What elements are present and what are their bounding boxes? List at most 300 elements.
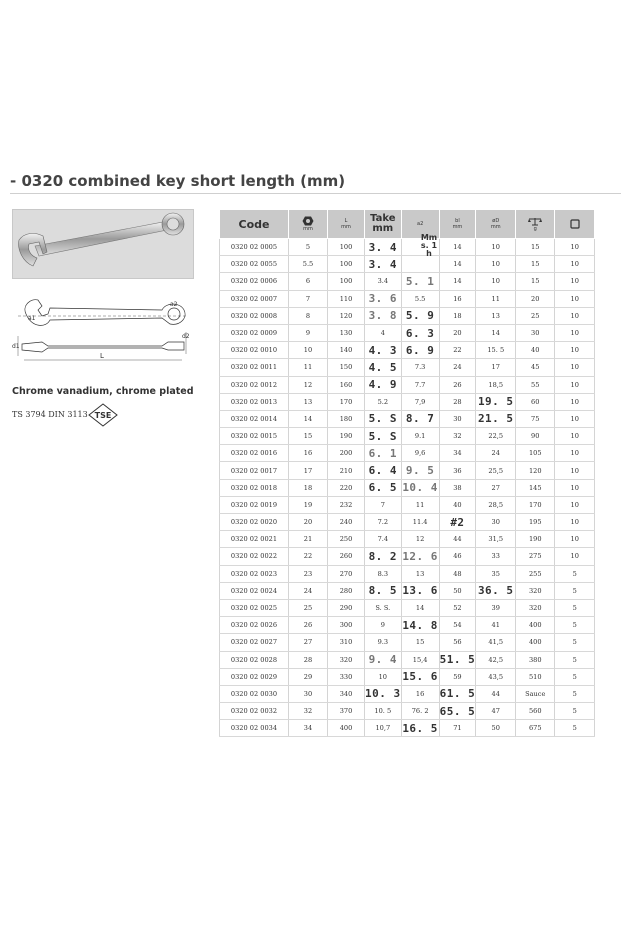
tse-logo	[88, 403, 118, 427]
cell-bl: 51. 5	[439, 651, 476, 668]
cell-weight: 75	[516, 410, 555, 427]
cell-pack: 5	[555, 582, 595, 599]
cell-bl: 36	[439, 462, 476, 479]
cell-bl: 50	[439, 582, 476, 599]
cell-pack: 5	[555, 703, 595, 720]
cell-od: 10	[476, 256, 516, 273]
cell-a2: 14. 8	[401, 617, 439, 634]
cell-pack: 10	[555, 496, 595, 513]
cell-hex-size: 22	[289, 548, 328, 565]
cell-od: 43,5	[476, 668, 516, 685]
table-row	[220, 359, 595, 376]
hex-nut-icon	[302, 216, 314, 226]
cell-od: 10	[476, 273, 516, 290]
cell-hex-size: 5.5	[289, 256, 328, 273]
table-row	[220, 634, 595, 651]
cell-code: 0320 02 0010	[220, 342, 289, 359]
cell-code: 0320 02 0055	[220, 256, 289, 273]
cell-length: 110	[328, 290, 365, 307]
cell-a2: 11	[401, 496, 439, 513]
cell-hex-size: 30	[289, 685, 328, 702]
cell-code: 0320 02 0024	[220, 582, 289, 599]
cell-pack: 10	[555, 342, 595, 359]
cell-hex-size: 34	[289, 720, 328, 737]
cell-code: 0320 02 0007	[220, 290, 289, 307]
cell-hex-size: 25	[289, 599, 328, 616]
cell-weight: 510	[516, 668, 555, 685]
cell-length: 100	[328, 239, 365, 256]
cell-weight: 45	[516, 359, 555, 376]
cell-code: 0320 02 0027	[220, 634, 289, 651]
cell-take: 8. 2	[365, 548, 402, 565]
cell-take: 7.4	[365, 531, 402, 548]
cell-take: 6. 5	[365, 479, 402, 496]
cell-pack: 5	[555, 599, 595, 616]
cell-weight: 675	[516, 720, 555, 737]
cell-length: 370	[328, 703, 365, 720]
cell-bl: 54	[439, 617, 476, 634]
cell-code: 0320 02 0021	[220, 531, 289, 548]
cell-od: 11	[476, 290, 516, 307]
cell-take: 10. 5	[365, 703, 402, 720]
cell-hex-size: 16	[289, 445, 328, 462]
cell-code: 0320 02 0025	[220, 599, 289, 616]
cell-code: 0320 02 0022	[220, 548, 289, 565]
cell-code: 0320 02 0034	[220, 720, 289, 737]
cell-code: 0320 02 0009	[220, 324, 289, 341]
table-row	[220, 685, 595, 702]
cell-od: 47	[476, 703, 516, 720]
cell-take: 9. 4	[365, 651, 402, 668]
table-row	[220, 445, 595, 462]
cell-length: 190	[328, 428, 365, 445]
cell-take: 10	[365, 668, 402, 685]
cell-length: 220	[328, 479, 365, 496]
cell-pack: 5	[555, 685, 595, 702]
cell-weight: 170	[516, 496, 555, 513]
svg-text:TSE: TSE	[94, 411, 112, 420]
table-row	[220, 479, 595, 496]
cell-weight: 105	[516, 445, 555, 462]
cell-pack: 10	[555, 514, 595, 531]
cell-length: 300	[328, 617, 365, 634]
cell-a2: 7.3	[401, 359, 439, 376]
cell-take: 5. S	[365, 410, 402, 427]
cell-bl: 48	[439, 565, 476, 582]
cell-pack: 10	[555, 290, 595, 307]
cell-take: 6. 1	[365, 445, 402, 462]
cell-code: 0320 02 0028	[220, 651, 289, 668]
cell-length: 320	[328, 651, 365, 668]
cell-weight: 190	[516, 531, 555, 548]
cell-od: 27	[476, 479, 516, 496]
cell-length: 210	[328, 462, 365, 479]
wrench-technical-drawing	[12, 292, 192, 372]
table-header-row	[220, 210, 595, 239]
cell-hex-size: 27	[289, 634, 328, 651]
cell-bl: 28	[439, 393, 476, 410]
cell-bl: 56	[439, 634, 476, 651]
cell-code: 0320 02 0023	[220, 565, 289, 582]
cell-a2: 76. 2	[401, 703, 439, 720]
cell-a2: 16	[401, 685, 439, 702]
cell-od: 35	[476, 565, 516, 582]
cell-length: 140	[328, 342, 365, 359]
table-row	[220, 531, 595, 548]
cell-od: 14	[476, 324, 516, 341]
cell-take: 10,7	[365, 720, 402, 737]
cell-bl: 71	[439, 720, 476, 737]
cell-a2: 5. 9	[401, 307, 439, 324]
cell-a2: 14	[401, 599, 439, 616]
cell-bl: 24	[439, 359, 476, 376]
cell-od: 19. 5	[476, 393, 516, 410]
cell-take: 4. 9	[365, 376, 402, 393]
cell-code: 0320 02 0016	[220, 445, 289, 462]
cell-code: 0320 02 0029	[220, 668, 289, 685]
cell-pack: 5	[555, 720, 595, 737]
cell-take: 10. 3	[365, 685, 402, 702]
cell-weight: 15	[516, 239, 555, 256]
cell-length: 280	[328, 582, 365, 599]
cell-hex-size: 8	[289, 307, 328, 324]
table-row	[220, 582, 595, 599]
cell-od: 28,5	[476, 496, 516, 513]
cell-weight: 400	[516, 617, 555, 634]
header-length: L mm	[328, 210, 365, 239]
cell-length: 200	[328, 445, 365, 462]
cell-a2: 5.5	[401, 290, 439, 307]
cell-weight: 275	[516, 548, 555, 565]
cell-a2: 12. 6	[401, 548, 439, 565]
table-row	[220, 376, 595, 393]
cell-length: 240	[328, 514, 365, 531]
cell-hex-size: 21	[289, 531, 328, 548]
label-a1: a1	[28, 315, 36, 322]
cell-od: 30	[476, 514, 516, 531]
label-d1: d1	[12, 343, 20, 350]
cell-pack: 10	[555, 239, 595, 256]
label-length: L	[100, 352, 104, 360]
cell-code: 0320 02 0032	[220, 703, 289, 720]
cell-take: 3.4	[365, 273, 402, 290]
cell-pack: 10	[555, 324, 595, 341]
table-row	[220, 720, 595, 737]
cell-a2: 9.1	[401, 428, 439, 445]
cell-take: 6. 4	[365, 462, 402, 479]
table-row	[220, 496, 595, 513]
cell-a2: 15. 6	[401, 668, 439, 685]
cell-code: 0320 02 0005	[220, 239, 289, 256]
material-caption: Chrome vanadium, chrome plated	[12, 386, 194, 397]
cell-hex-size: 17	[289, 462, 328, 479]
table-row	[220, 617, 595, 634]
cell-length: 100	[328, 256, 365, 273]
cell-od: 33	[476, 548, 516, 565]
cell-take: 9	[365, 617, 402, 634]
cell-code: 0320 02 0013	[220, 393, 289, 410]
cell-hex-size: 7	[289, 290, 328, 307]
cell-hex-size: 13	[289, 393, 328, 410]
table-row	[220, 599, 595, 616]
cell-a2: 6. 3	[401, 324, 439, 341]
cell-length: 170	[328, 393, 365, 410]
cell-a2: 9. 5	[401, 462, 439, 479]
cell-hex-size: 12	[289, 376, 328, 393]
cell-od: 36. 5	[476, 582, 516, 599]
cell-bl: 26	[439, 376, 476, 393]
table-row	[220, 239, 595, 256]
cell-od: 25,5	[476, 462, 516, 479]
header-code: Code	[220, 210, 289, 239]
cell-code: 0320 02 0011	[220, 359, 289, 376]
cell-weight: 15	[516, 256, 555, 273]
cell-take: 4	[365, 324, 402, 341]
header-take: Take mm	[365, 210, 402, 239]
cell-code: 0320 02 0018	[220, 479, 289, 496]
cell-length: 232	[328, 496, 365, 513]
table-row	[220, 428, 595, 445]
table-row	[220, 462, 595, 479]
cell-weight: 60	[516, 393, 555, 410]
cell-od: 15. 5	[476, 342, 516, 359]
cell-weight: 255	[516, 565, 555, 582]
cell-code: 0320 02 0030	[220, 685, 289, 702]
cell-take: 8.3	[365, 565, 402, 582]
cell-bl: 59	[439, 668, 476, 685]
header-pack	[555, 210, 595, 239]
cell-pack: 10	[555, 445, 595, 462]
cell-length: 120	[328, 307, 365, 324]
cell-hex-size: 23	[289, 565, 328, 582]
cell-hex-size: 28	[289, 651, 328, 668]
cell-weight: 25	[516, 307, 555, 324]
table-row	[220, 273, 595, 290]
cell-take: 5.2	[365, 393, 402, 410]
cell-weight: 560	[516, 703, 555, 720]
table-row	[220, 410, 595, 427]
cell-length: 180	[328, 410, 365, 427]
cell-od: 10	[476, 239, 516, 256]
cell-a2: 16. 5	[401, 720, 439, 737]
cell-od: 21. 5	[476, 410, 516, 427]
cell-a2: 12	[401, 531, 439, 548]
cell-a2: 15,4	[401, 651, 439, 668]
table-row	[220, 565, 595, 582]
cell-hex-size: 9	[289, 324, 328, 341]
cell-hex-size: 26	[289, 617, 328, 634]
standard-text: TS 3794 DIN 3113	[12, 410, 88, 419]
cell-a2: 5. 1	[401, 273, 439, 290]
cell-pack: 5	[555, 651, 595, 668]
cell-hex-size: 15	[289, 428, 328, 445]
cell-bl: 61. 5	[439, 685, 476, 702]
cell-bl: 32	[439, 428, 476, 445]
cell-bl: 18	[439, 307, 476, 324]
cell-a2: 7,9	[401, 393, 439, 410]
cell-pack: 10	[555, 531, 595, 548]
cell-hex-size: 32	[289, 703, 328, 720]
cell-bl: 30	[439, 410, 476, 427]
header-hex: mm	[289, 210, 328, 239]
table-row	[220, 256, 595, 273]
cell-pack: 10	[555, 548, 595, 565]
cell-bl: #2	[439, 514, 476, 531]
cell-hex-size: 19	[289, 496, 328, 513]
label-d2: d2	[182, 333, 190, 340]
cell-pack: 5	[555, 634, 595, 651]
cell-length: 260	[328, 548, 365, 565]
cell-weight: 90	[516, 428, 555, 445]
cell-a2: 13. 6	[401, 582, 439, 599]
table-row	[220, 393, 595, 410]
cell-a2: 8. 7	[401, 410, 439, 427]
cell-weight: 320	[516, 599, 555, 616]
cell-length: 330	[328, 668, 365, 685]
cell-take: 7.2	[365, 514, 402, 531]
label-a2: a2	[170, 301, 178, 308]
cell-bl: 14	[439, 273, 476, 290]
table-row	[220, 651, 595, 668]
cell-hex-size: 18	[289, 479, 328, 496]
cell-length: 290	[328, 599, 365, 616]
cell-take: 7	[365, 496, 402, 513]
header-od: øD mm	[476, 210, 516, 239]
cell-a2	[401, 256, 439, 273]
table-row	[220, 324, 595, 341]
cell-od: 44	[476, 685, 516, 702]
cell-take: 4. 5	[365, 359, 402, 376]
cell-code: 0320 02 0017	[220, 462, 289, 479]
cell-pack: 10	[555, 462, 595, 479]
table-row	[220, 668, 595, 685]
cell-weight: 400	[516, 634, 555, 651]
cell-hex-size: 14	[289, 410, 328, 427]
cell-hex-size: 5	[289, 239, 328, 256]
cell-code: 0320 02 0020	[220, 514, 289, 531]
cell-weight: 20	[516, 290, 555, 307]
scale-icon	[528, 217, 542, 226]
cell-take: 3. 4	[365, 256, 402, 273]
cell-length: 400	[328, 720, 365, 737]
cell-length: 270	[328, 565, 365, 582]
cell-a2: 11.4	[401, 514, 439, 531]
title-divider	[10, 193, 621, 194]
cell-bl: 46	[439, 548, 476, 565]
cell-code: 0320 02 0008	[220, 307, 289, 324]
cell-bl: 44	[439, 531, 476, 548]
table-row	[220, 342, 595, 359]
cell-weight: 120	[516, 462, 555, 479]
cell-bl: 52	[439, 599, 476, 616]
cell-pack: 10	[555, 479, 595, 496]
cell-hex-size: 6	[289, 273, 328, 290]
cell-pack: 10	[555, 410, 595, 427]
cell-take: 5. S	[365, 428, 402, 445]
cell-a2: 15	[401, 634, 439, 651]
cell-take: 8. 5	[365, 582, 402, 599]
cell-take: 3. 8	[365, 307, 402, 324]
cell-od: 41,5	[476, 634, 516, 651]
wrench-photo	[12, 209, 194, 279]
cell-length: 160	[328, 376, 365, 393]
cell-code: 0320 02 0012	[220, 376, 289, 393]
cell-a2: 9,6	[401, 445, 439, 462]
cell-weight: 40	[516, 342, 555, 359]
cell-od: 39	[476, 599, 516, 616]
cell-code: 0320 02 0019	[220, 496, 289, 513]
cell-pack: 10	[555, 307, 595, 324]
cell-weight: 380	[516, 651, 555, 668]
cell-pack: 5	[555, 617, 595, 634]
cell-weight: 55	[516, 376, 555, 393]
cell-pack: 10	[555, 273, 595, 290]
table-row	[220, 290, 595, 307]
cell-hex-size: 29	[289, 668, 328, 685]
cell-od: 24	[476, 445, 516, 462]
cell-hex-size: 11	[289, 359, 328, 376]
cell-bl: 20	[439, 324, 476, 341]
cell-code: 0320 02 0006	[220, 273, 289, 290]
table-row	[220, 548, 595, 565]
cell-bl: 65. 5	[439, 703, 476, 720]
cell-code: 0320 02 0014	[220, 410, 289, 427]
cell-take: 3. 4	[365, 239, 402, 256]
cell-a2: 7.7	[401, 376, 439, 393]
cell-od: 50	[476, 720, 516, 737]
cell-pack: 10	[555, 359, 595, 376]
header-weight: g	[516, 210, 555, 239]
cell-pack: 10	[555, 256, 595, 273]
cell-pack: 10	[555, 428, 595, 445]
cell-od: 17	[476, 359, 516, 376]
cell-od: 31,5	[476, 531, 516, 548]
cell-take: 4. 3	[365, 342, 402, 359]
cell-bl: 14	[439, 256, 476, 273]
cell-bl: 16	[439, 290, 476, 307]
cell-bl: 40	[439, 496, 476, 513]
cell-bl: 34	[439, 445, 476, 462]
cell-hex-size: 10	[289, 342, 328, 359]
table-row	[220, 703, 595, 720]
header-mm-note: Mm s. 1 h	[420, 233, 438, 258]
cell-od: 41	[476, 617, 516, 634]
cell-code: 0320 02 0026	[220, 617, 289, 634]
cell-length: 100	[328, 273, 365, 290]
cell-pack: 5	[555, 668, 595, 685]
cell-take: 3. 6	[365, 290, 402, 307]
cell-a2: 10. 4	[401, 479, 439, 496]
cell-weight: 195	[516, 514, 555, 531]
cell-length: 150	[328, 359, 365, 376]
cell-weight: 15	[516, 273, 555, 290]
cell-code: 0320 02 0015	[220, 428, 289, 445]
cell-a2: 13	[401, 565, 439, 582]
cell-weight: 30	[516, 324, 555, 341]
cell-pack: 10	[555, 376, 595, 393]
spec-table	[219, 209, 595, 737]
cell-length: 340	[328, 685, 365, 702]
cell-pack: 5	[555, 565, 595, 582]
cell-length: 310	[328, 634, 365, 651]
table-row	[220, 307, 595, 324]
cell-bl: 22	[439, 342, 476, 359]
cell-hex-size: 20	[289, 514, 328, 531]
cell-bl: 14	[439, 239, 476, 256]
cell-bl: 38	[439, 479, 476, 496]
header-a2: a2	[401, 210, 439, 239]
cell-pack: 10	[555, 393, 595, 410]
